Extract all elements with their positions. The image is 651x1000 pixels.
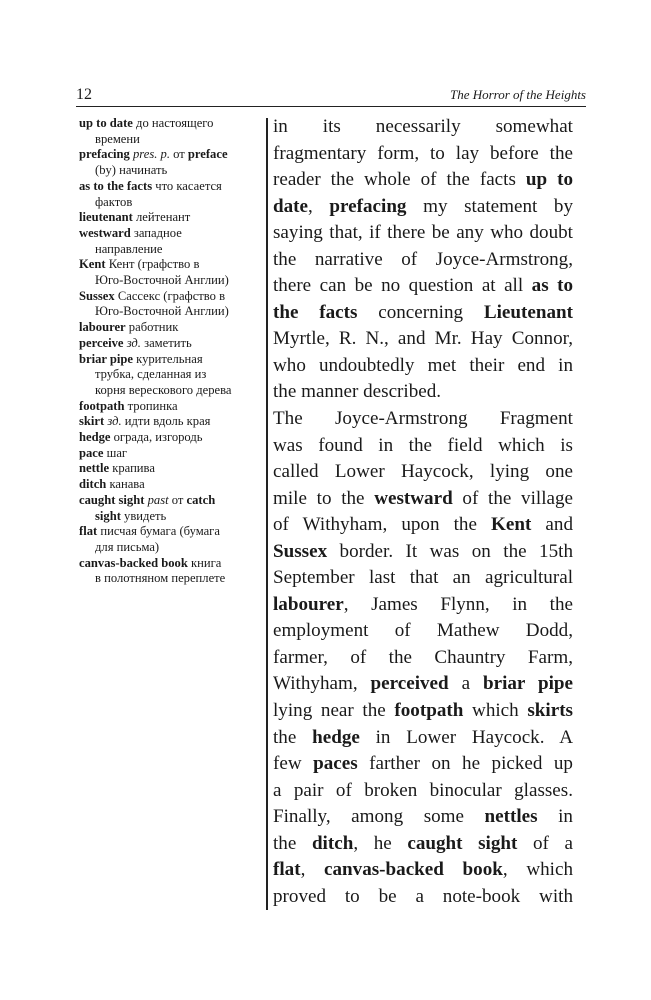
- glossary-translation: канава: [106, 477, 145, 492]
- glossary-entry: [79, 461, 264, 477]
- text-run: concerning: [357, 301, 484, 323]
- glossed-word: Lieutenant: [483, 301, 573, 323]
- text-run: , James Flynn, in the: [343, 593, 573, 615]
- glossary-translation: (by) начинать: [95, 163, 168, 178]
- glossary-entry: [79, 477, 264, 493]
- glossary-entry: [79, 414, 264, 430]
- text-line: [273, 751, 573, 778]
- glossary-term: preface: [187, 147, 228, 162]
- glossary-entry: [79, 336, 264, 352]
- text-line: [273, 247, 573, 274]
- text-run: The Joyce-Armstrong Fragment: [273, 408, 573, 430]
- glossary-entry-continuation: [79, 509, 264, 525]
- glossary-translation: направление: [95, 241, 163, 256]
- glossary-entry-continuation: [79, 163, 264, 179]
- glossary-column: [79, 116, 264, 587]
- glossary-translation: от: [169, 147, 188, 162]
- glossary-translation: до настоящего: [132, 116, 214, 130]
- glossary-entry: [79, 257, 264, 273]
- text-line: [273, 300, 573, 327]
- glossary-term: Kent: [79, 257, 106, 272]
- glossary-entry: [79, 289, 264, 305]
- glossary-term: Sussex: [79, 288, 115, 303]
- glossary-grammar-note: past: [147, 492, 169, 507]
- glossed-word: prefacing: [329, 195, 407, 217]
- text-line: [273, 884, 573, 911]
- running-title: The Horror of the Heights: [449, 87, 586, 102]
- text-run: of a: [517, 832, 573, 854]
- text-run: , which: [502, 859, 573, 881]
- glossary-translation: Кент (графство в: [105, 257, 200, 272]
- glossed-word: Kent: [491, 514, 532, 536]
- text-line: [273, 486, 573, 513]
- text-line: [273, 565, 573, 592]
- text-line: [273, 831, 573, 858]
- text-run: saying that, if there be any who doubt: [273, 222, 573, 244]
- glossary-term: labourer: [79, 320, 126, 335]
- glossary-translation: западное: [130, 225, 182, 240]
- text-run: a pair of broken binocular glasses.: [273, 779, 573, 801]
- glossary-translation: идти вдоль края: [121, 414, 211, 429]
- text-run: Withyham,: [273, 673, 371, 695]
- glossary-term: flat: [79, 524, 98, 539]
- text-run: lying near the: [273, 700, 395, 722]
- text-line: [273, 353, 573, 380]
- text-run: the: [273, 832, 312, 854]
- text-line: [273, 539, 573, 566]
- text-run: farmer, of the Chauntry Farm,: [273, 646, 573, 668]
- glossed-word: up to: [525, 169, 574, 191]
- running-header: [76, 84, 586, 107]
- text-run: in Lower Haycock. A: [359, 726, 573, 748]
- glossary-term: briar pipe: [79, 351, 133, 366]
- glossary-term: footpath: [79, 398, 125, 413]
- glossary-entry-continuation: [79, 242, 264, 258]
- glossary-term: sight: [95, 508, 121, 523]
- column-divider: [266, 118, 268, 910]
- glossary-translation: курительная: [133, 351, 203, 366]
- glossary-entry: [79, 147, 264, 163]
- glossary-term: skirt: [79, 414, 105, 429]
- text-run: proved to be a note-book with: [273, 885, 573, 907]
- glossary-entry-continuation: [79, 571, 264, 587]
- glossary-entry-continuation: [79, 383, 264, 399]
- glossary-term: as to the facts: [79, 178, 153, 193]
- text-run: employment of Mathew Dodd,: [273, 620, 573, 642]
- glossary-entry: [79, 352, 264, 368]
- glossed-word: date: [273, 195, 308, 217]
- glossary-translation: крапива: [109, 461, 155, 476]
- glossed-word: nettles: [484, 806, 538, 828]
- glossary-translation: ограда, изгородь: [110, 430, 203, 445]
- glossed-word: skirts: [527, 700, 573, 722]
- text-run: which: [463, 700, 528, 722]
- glossary-translation: для письма): [95, 539, 160, 554]
- text-run: in its necessarily somewhat: [273, 116, 573, 137]
- glossed-word: paces: [313, 753, 358, 775]
- glossary-grammar-note: зд.: [107, 414, 122, 429]
- text-run: the: [273, 726, 313, 748]
- text-run: who undoubtedly met their end in: [273, 354, 573, 376]
- text-run: a: [448, 673, 483, 695]
- glossary-translation: работник: [125, 320, 179, 335]
- glossary-translation: Сассекс (графство в: [114, 288, 226, 303]
- glossary-entry-continuation: [79, 195, 264, 211]
- glossary-translation: тропинка: [124, 398, 178, 413]
- text-line: [273, 592, 573, 619]
- glossed-word: briar pipe: [482, 673, 573, 695]
- text-run: ,: [300, 859, 325, 881]
- text-line: [273, 194, 573, 221]
- text-line: [273, 114, 573, 141]
- glossary-entry: [79, 179, 264, 195]
- glossed-word: hedge: [312, 726, 360, 748]
- glossed-word: the facts: [273, 301, 358, 323]
- text-run: my statement by: [406, 195, 574, 217]
- glossary-translation: времени: [95, 131, 140, 146]
- glossed-word: perceived: [370, 673, 449, 695]
- text-line: [273, 857, 573, 884]
- glossary-translation: увидеть: [120, 508, 167, 523]
- glossary-entry: [79, 524, 264, 540]
- glossary-entry: [79, 430, 264, 446]
- glossary-translation: лейтенант: [132, 210, 191, 225]
- glossary-entry: [79, 116, 264, 132]
- text-run: called Lower Haycock, lying one: [273, 461, 573, 483]
- glossary-translation: что касается: [152, 178, 222, 193]
- glossary-entry-continuation: [79, 540, 264, 556]
- text-line: [273, 725, 573, 752]
- text-line: [273, 433, 573, 460]
- text-run: few: [273, 753, 314, 775]
- text-run: was found in the field which is: [273, 434, 573, 456]
- glossary-translation: Юго-Восточной Англии): [95, 304, 229, 319]
- text-line: [273, 220, 573, 247]
- text-line: [273, 618, 573, 645]
- text-line: [273, 326, 573, 353]
- glossary-term: caught sight: [79, 492, 145, 507]
- text-run: farther on he picked up: [357, 753, 573, 775]
- glossary-entry-continuation: [79, 367, 264, 383]
- glossary-translation: Юго-Восточной Англии): [95, 273, 229, 288]
- glossed-word: ditch: [311, 832, 354, 854]
- glossary-entry: [79, 399, 264, 415]
- text-line: [273, 406, 573, 433]
- page-number: 12: [76, 86, 92, 103]
- glossary-translation: писчая бумага (бумага: [97, 524, 220, 539]
- glossed-word: as to: [531, 275, 573, 297]
- glossary-term: nettle: [79, 461, 110, 476]
- glossary-translation: шаг: [103, 445, 128, 460]
- glossary-entry: [79, 210, 264, 226]
- glossary-translation: корня верескового дерева: [95, 382, 232, 397]
- text-run: , he: [353, 832, 408, 854]
- text-run: in: [537, 806, 573, 828]
- text-line: [273, 512, 573, 539]
- glossary-translation: книга: [187, 555, 222, 570]
- text-run: of the village: [452, 487, 573, 509]
- text-line: [273, 141, 573, 168]
- glossary-grammar-note: зд.: [126, 335, 141, 350]
- glossary-entry-continuation: [79, 273, 264, 289]
- glossed-word: Sussex: [273, 540, 328, 562]
- text-run: there can be no question at all: [273, 275, 532, 297]
- glossary-term: ditch: [79, 477, 107, 492]
- glossed-word: caught sight: [407, 832, 518, 854]
- glossary-term: lieutenant: [79, 210, 133, 225]
- text-run: reader the whole of the facts: [273, 169, 526, 191]
- glossary-translation: в полотняном переплете: [95, 571, 226, 586]
- text-line: [273, 273, 573, 300]
- text-run: Myrtle, R. N., and Mr. Hay Connor,: [273, 328, 573, 350]
- glossed-word: labourer: [273, 593, 344, 615]
- glossary-entry: [79, 446, 264, 462]
- glossary-term: canvas-backed book: [79, 555, 188, 570]
- text-run: border. It was on the 15th: [327, 540, 573, 562]
- text-run: fragmentary form, to lay before the: [273, 142, 573, 164]
- glossary-entry: [79, 493, 264, 509]
- text-run: and: [531, 514, 573, 536]
- text-run: ,: [308, 195, 330, 217]
- glossary-entry: [79, 320, 264, 336]
- glossary-entry: [79, 226, 264, 242]
- glossary-entry: [79, 556, 264, 572]
- text-run: the manner described.: [273, 381, 442, 403]
- text-line: [273, 645, 573, 672]
- glossary-term: pace: [79, 445, 104, 460]
- glossed-word: footpath: [394, 700, 464, 722]
- text-line: [273, 804, 573, 831]
- text-line: [273, 671, 573, 698]
- text-run: mile to the: [273, 487, 375, 509]
- text-line: [273, 778, 573, 805]
- glossary-entry-continuation: [79, 132, 264, 148]
- glossary-translation: от: [168, 492, 187, 507]
- glossed-word: flat: [273, 859, 301, 881]
- glossary-term: up to date: [79, 116, 133, 130]
- glossary-term: hedge: [79, 430, 111, 445]
- text-line: [273, 167, 573, 194]
- glossary-entry-continuation: [79, 304, 264, 320]
- glossary-term: catch: [186, 492, 216, 507]
- glossary-translation: трубка, сделанная из: [95, 367, 207, 382]
- main-text-column: [273, 114, 573, 910]
- glossary-term: perceive: [79, 335, 124, 350]
- text-line: [273, 379, 573, 406]
- glossary-term: prefacing: [79, 147, 130, 162]
- glossary-translation: заметить: [140, 335, 192, 350]
- glossary-grammar-note: pres. p.: [133, 147, 170, 162]
- glossed-word: westward: [374, 487, 453, 509]
- text-run: the narrative of Joyce-Armstrong,: [273, 248, 573, 270]
- text-run: of Withyham, upon the: [273, 514, 492, 536]
- text-run: September last that an agricultural: [273, 567, 573, 589]
- glossary-translation: фактов: [95, 194, 133, 209]
- glossed-word: canvas-backed book: [324, 859, 503, 881]
- glossary-term: westward: [79, 225, 131, 240]
- text-run: Finally, among some: [273, 806, 485, 828]
- text-line: [273, 698, 573, 725]
- text-line: [273, 459, 573, 486]
